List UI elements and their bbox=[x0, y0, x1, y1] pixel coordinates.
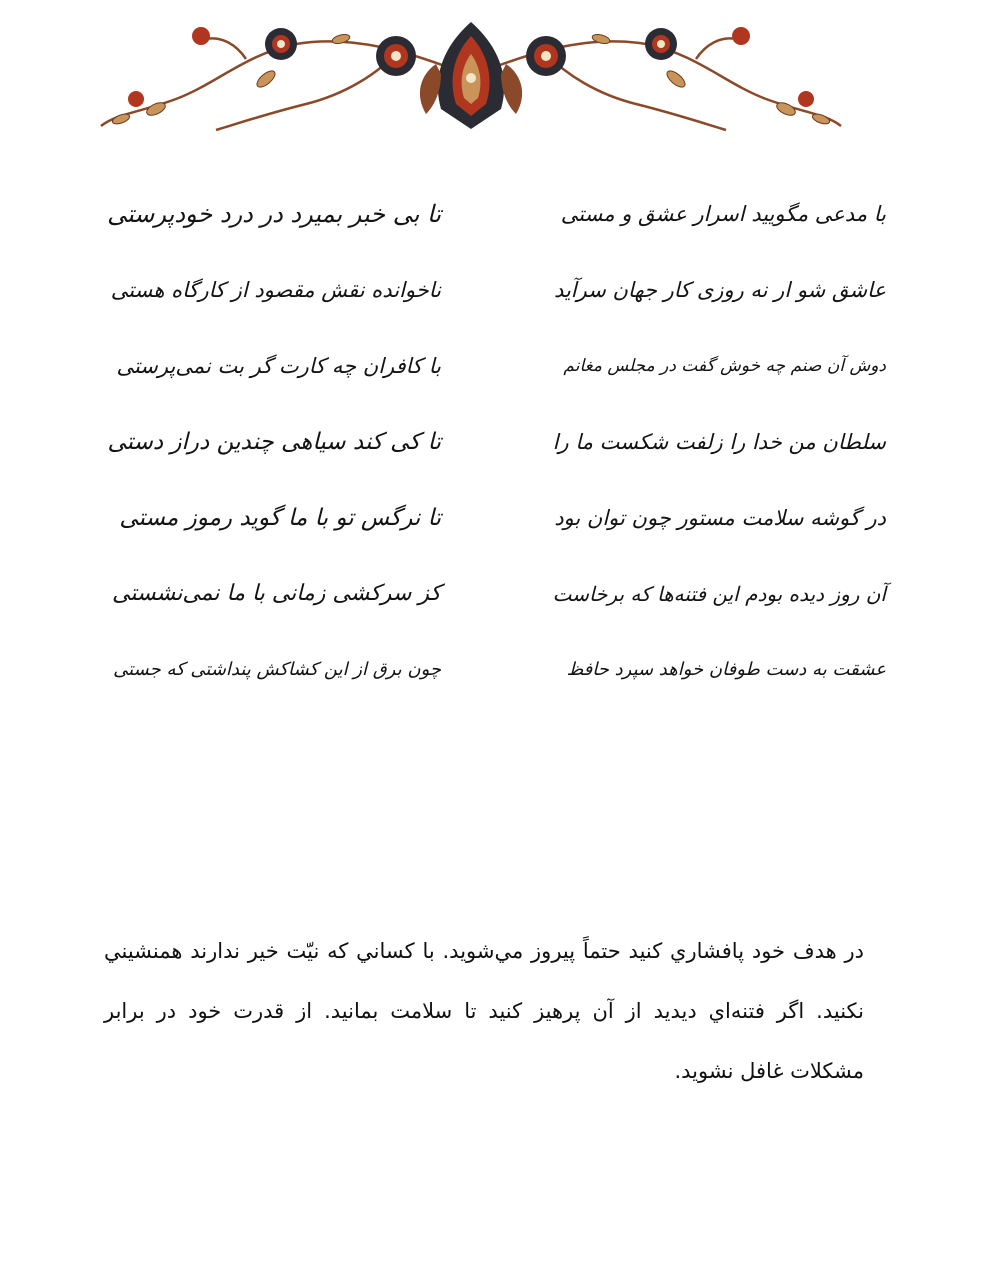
couplet bbox=[96, 490, 886, 566]
hemistich-second: کز سرکشی زمانی با ما نمی‌نشستی bbox=[111, 581, 441, 606]
hemistich-second: ناخوانده نقش مقصود از کارگاه هستی bbox=[110, 278, 441, 302]
couplet bbox=[96, 566, 886, 642]
hemistich-second: چون برق از این کشاکش پنداشتی که جستی bbox=[113, 659, 441, 680]
couplet bbox=[96, 642, 886, 718]
hemistich-second: تا بی خبر بمیرد در درد خودپرستی bbox=[107, 200, 441, 228]
couplet bbox=[96, 262, 886, 338]
hemistich-second: تا نرگس تو با ما گوید رموز مستی bbox=[119, 505, 441, 531]
hemistich-first: آن روز دیده بودم این فتنه‌ها که برخاست bbox=[552, 582, 886, 606]
hemistich-first: عاشق شو ار نه روزی کار جهان سرآید bbox=[553, 278, 886, 302]
hemistich-first: دوش آن صنم چه خوش گفت در مجلس مغانم bbox=[563, 356, 886, 376]
hemistich-second: با کافران چه کارت گر بت نمی‌پرستی bbox=[116, 354, 441, 378]
couplet bbox=[96, 414, 886, 490]
hemistich-first: با مدعی مگویید اسرار عشق و مستی bbox=[560, 202, 886, 226]
poem bbox=[96, 186, 886, 718]
floral-header-ornament bbox=[96, 14, 846, 136]
hemistich-second: تا کی کند سیاهی چندین دراز دستی bbox=[107, 429, 441, 455]
hemistich-first: سلطان من خدا را زلفت شکست ما را bbox=[552, 430, 886, 454]
interpretation-paragraph: در هدف خود پافشاري کنيد حتماً پيروز مي‌شويد. با کساني که نيّت خير ندارند همنشيني نکنيد. اگر فتنه‌اي ديديد از آن پرهيز کنيد تا سلامت بمانيد. از قدرت خود در برابر مشکلات غافل نشويد. bbox=[104, 939, 864, 1083]
couplet bbox=[96, 338, 886, 414]
hemistich-first: عشقت به دست طوفان خواهد سپرد حافظ bbox=[566, 659, 886, 680]
hemistich-first: در گوشه سلامت مستور چون توان بود bbox=[554, 506, 886, 530]
couplet bbox=[96, 186, 886, 262]
